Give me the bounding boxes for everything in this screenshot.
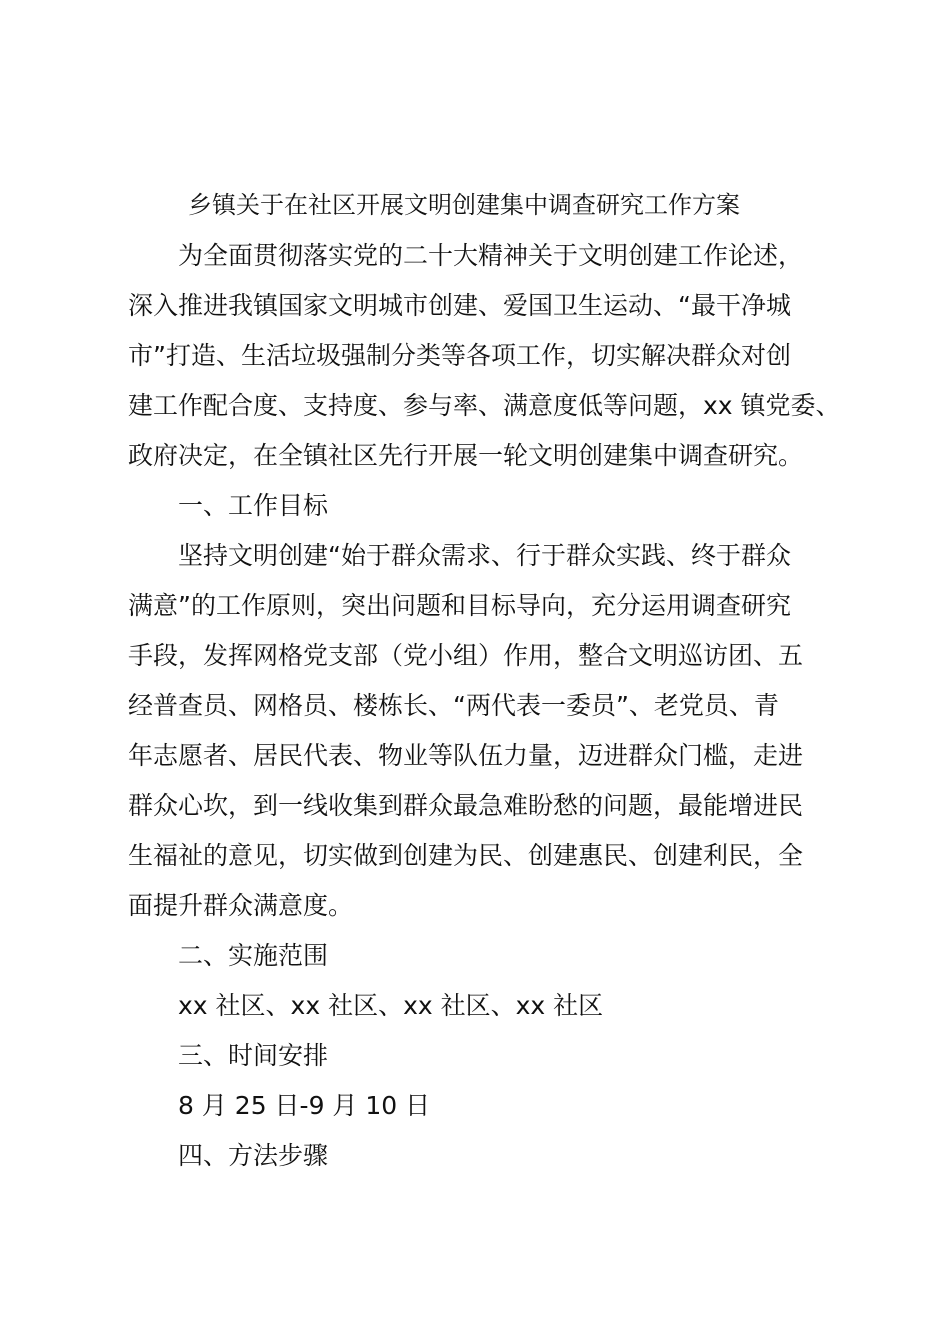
intro-line: 建工作配合度、支持度、参与率、满意度低等问题，xx 镇党委、: [128, 391, 841, 420]
goals-line: 满意”的工作原则，突出问题和目标导向，充分运用调查研究: [128, 591, 791, 620]
section-heading-scope: 二、实施范围: [178, 941, 329, 970]
scope-text: xx 社区、xx 社区、xx 社区、xx 社区: [178, 991, 604, 1020]
intro-line: 政府决定，在全镇社区先行开展一轮文明创建集中调查研究。: [128, 441, 804, 470]
intro-line: 市”打造、生活垃圾强制分类等各项工作，切实解决群众对创: [128, 341, 791, 370]
section-heading-steps: 四、方法步骤: [178, 1141, 329, 1170]
intro-line: 为全面贯彻落实党的二十大精神关于文明创建工作论述，: [178, 241, 804, 270]
goals-line: 生福祉的意见，切实做到创建为民、创建惠民、创建利民，全: [128, 841, 804, 870]
section-heading-goals: 一、工作目标: [178, 491, 329, 520]
section-heading-schedule: 三、时间安排: [178, 1041, 329, 1070]
goals-line: 群众心坎，到一线收集到群众最急难盼愁的问题，最能增进民: [128, 791, 804, 820]
goals-line: 坚持文明创建“始于群众需求、行于群众实践、终于群众: [178, 541, 791, 570]
goals-line: 手段，发挥网格党支部（党小组）作用，整合文明巡访团、五: [128, 641, 804, 670]
goals-line: 经普查员、网格员、楼栋长、“两代表一委员”、老党员、青: [128, 691, 779, 720]
document-title: 乡镇关于在社区开展文明创建集中调查研究工作方案: [188, 191, 740, 219]
goals-line: 面提升群众满意度。: [128, 891, 354, 920]
intro-line: 深入推进我镇国家文明城市创建、爱国卫生运动、“最干净城: [128, 291, 791, 320]
goals-line: 年志愿者、居民代表、物业等队伍力量，迈进群众门槛，走进: [128, 741, 804, 770]
schedule-text: 8 月 25 日-9 月 10 日: [178, 1091, 431, 1120]
